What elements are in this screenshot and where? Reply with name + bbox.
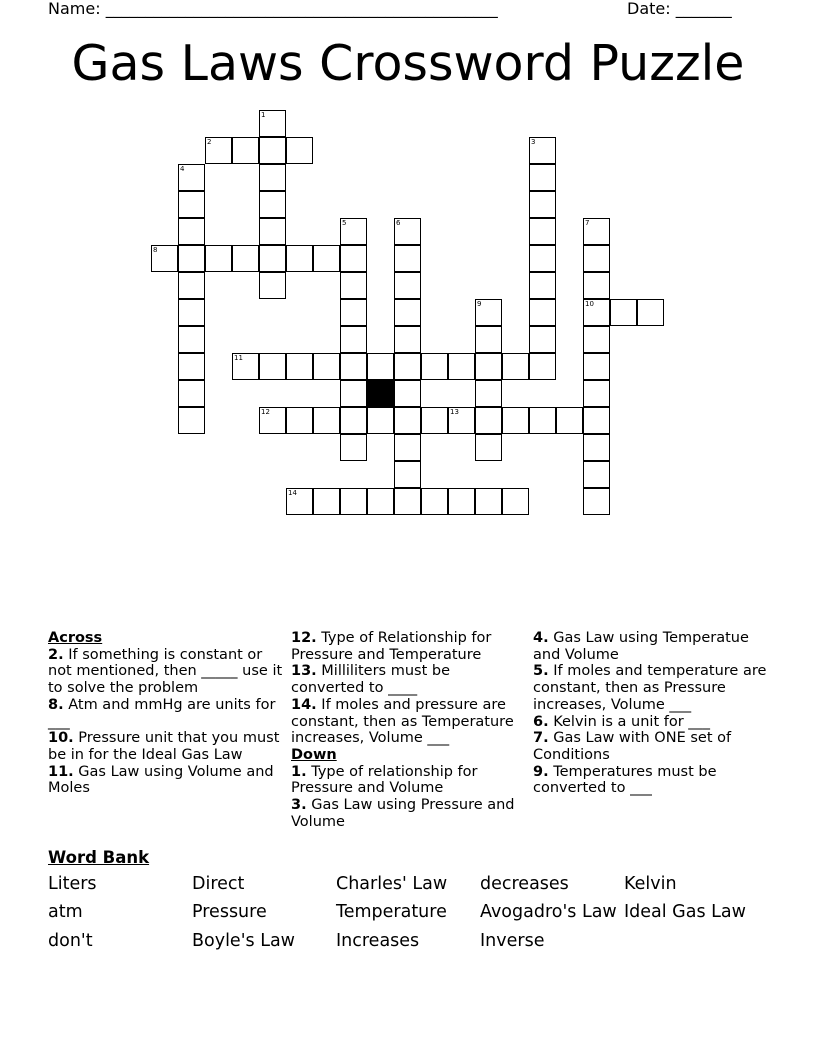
grid-cell[interactable] xyxy=(259,272,286,299)
clue-number: 14 xyxy=(288,489,297,497)
across-heading: Across xyxy=(48,630,103,646)
grid-cell[interactable] xyxy=(286,245,313,272)
grid-cell[interactable] xyxy=(394,245,421,272)
grid-cell[interactable] xyxy=(178,353,205,380)
clue-number: 7 xyxy=(585,219,590,227)
word-bank-item: Kelvin xyxy=(624,874,677,894)
clue-number: 11 xyxy=(234,354,243,362)
grid-cell[interactable] xyxy=(340,488,367,515)
word-bank-item: Charles' Law xyxy=(336,874,448,894)
grid-cell[interactable] xyxy=(583,488,610,515)
grid-cell[interactable] xyxy=(583,272,610,299)
down-heading: Down xyxy=(291,746,337,763)
word-bank-item: Avogadro's Law xyxy=(480,902,617,922)
word-bank-item: Inverse xyxy=(480,931,545,951)
grid-cell[interactable] xyxy=(583,380,610,407)
clue-number: 12 xyxy=(261,408,270,416)
grid-cell[interactable] xyxy=(475,326,502,353)
grid-cell[interactable] xyxy=(529,218,556,245)
grid-cell[interactable] xyxy=(259,137,286,164)
clue-down-5: 5. If moles and temperature are constant, then as Pressure increases, Volume ___ xyxy=(533,663,767,713)
grid-cell[interactable] xyxy=(475,488,502,515)
grid-cell[interactable] xyxy=(556,407,583,434)
grid-cell[interactable] xyxy=(610,299,637,326)
clue-across-2: 2. If something is constant or not mentioned, then _____ use it to solve the problem xyxy=(48,646,283,697)
grid-cell[interactable] xyxy=(178,218,205,245)
grid-cell[interactable] xyxy=(367,353,394,380)
grid-cell[interactable] xyxy=(340,407,367,434)
grid-cell[interactable] xyxy=(259,164,286,191)
clue-across-12: 12. Type of Relationship for Pressure and Temperature xyxy=(291,630,492,663)
grid-cell[interactable] xyxy=(394,380,421,407)
date-line: _______ xyxy=(675,0,732,18)
grid-cell[interactable] xyxy=(529,245,556,272)
clues-column-2 xyxy=(291,630,526,830)
grid-cell[interactable] xyxy=(583,245,610,272)
clue-number: 8 xyxy=(153,246,158,254)
grid-cell[interactable] xyxy=(529,272,556,299)
clue-number: 2 xyxy=(207,138,212,146)
grid-cell[interactable] xyxy=(340,326,367,353)
grid-cell[interactable] xyxy=(178,272,205,299)
clue-number: 1 xyxy=(261,111,266,119)
page-title: Gas Laws Crossword Puzzle xyxy=(71,35,745,92)
grid-cell[interactable] xyxy=(178,191,205,218)
grid-cell[interactable] xyxy=(178,299,205,326)
grid-cell[interactable] xyxy=(340,272,367,299)
grid-cell[interactable] xyxy=(205,245,232,272)
grid-cell[interactable] xyxy=(529,407,556,434)
word-bank-item: atm xyxy=(48,902,83,922)
grid-cell[interactable] xyxy=(259,191,286,218)
grid-cell[interactable] xyxy=(583,353,610,380)
grid-cell[interactable] xyxy=(259,218,286,245)
word-bank-item: Direct xyxy=(192,874,245,894)
clue-down-1: 1. Type of relationship for Pressure and Volume xyxy=(291,763,478,797)
grid-cell[interactable] xyxy=(502,407,529,434)
clue-number: 10 xyxy=(585,300,594,308)
word-bank-item: Pressure xyxy=(192,902,267,922)
grid-cell[interactable] xyxy=(313,353,340,380)
grid-cell[interactable] xyxy=(259,353,286,380)
grid-cell[interactable] xyxy=(394,461,421,488)
word-bank-item: Ideal Gas Law xyxy=(624,902,746,922)
grid-cell[interactable] xyxy=(583,461,610,488)
grid-cell[interactable] xyxy=(529,164,556,191)
clues-column-1 xyxy=(48,630,283,797)
grid-cell[interactable] xyxy=(394,326,421,353)
grid-cell[interactable] xyxy=(340,245,367,272)
clue-across-8: 8. Atm and mmHg are units for ___ xyxy=(48,696,276,730)
grid-cell[interactable] xyxy=(286,137,313,164)
word-bank-heading: Word Bank xyxy=(48,848,150,867)
clue-across-14: 14. If moles and pressure are constant, then as Temperature increases, Volume ___ xyxy=(291,696,514,747)
clue-number: 9 xyxy=(477,300,482,308)
grid-cell[interactable] xyxy=(313,245,340,272)
grid-cell[interactable] xyxy=(583,434,610,461)
grid-cell[interactable] xyxy=(448,353,475,380)
word-bank-item: Temperature xyxy=(336,902,447,922)
grid-cell[interactable] xyxy=(178,407,205,434)
grid-cell[interactable] xyxy=(286,353,313,380)
clues-column-3 xyxy=(533,630,768,797)
grid-cell[interactable] xyxy=(340,299,367,326)
clue-number: 13 xyxy=(450,408,459,416)
grid-cell[interactable] xyxy=(340,380,367,407)
grid-cell[interactable] xyxy=(475,380,502,407)
grid-cell[interactable] xyxy=(421,488,448,515)
grid-cell[interactable] xyxy=(475,353,502,380)
clue-number: 4 xyxy=(180,165,185,173)
clue-down-3: 3. Gas Law using Pressure and Volume xyxy=(291,797,515,830)
name-label: Name: xyxy=(48,0,106,18)
grid-cell[interactable] xyxy=(394,407,421,434)
clue-across-13: 13. Milliliters must be converted to ____ xyxy=(291,663,450,697)
grid-cell[interactable] xyxy=(475,407,502,434)
grid-cell[interactable] xyxy=(421,353,448,380)
grid-cell[interactable] xyxy=(394,299,421,326)
word-bank-item: decreases xyxy=(480,874,569,894)
grid-cell[interactable] xyxy=(178,380,205,407)
grid-cell[interactable] xyxy=(394,488,421,515)
black-square xyxy=(367,380,394,407)
clue-across-11: 11. Gas Law using Volume and Moles xyxy=(48,763,274,797)
grid-cell[interactable] xyxy=(637,299,664,326)
grid-cell[interactable] xyxy=(286,407,313,434)
grid-cell[interactable] xyxy=(340,353,367,380)
grid-cell[interactable] xyxy=(529,299,556,326)
grid-cell[interactable] xyxy=(232,245,259,272)
clue-down-4: 4. Gas Law using Temperatue and Volume xyxy=(533,630,749,663)
grid-cell[interactable] xyxy=(583,407,610,434)
grid-cell[interactable] xyxy=(313,488,340,515)
grid-cell[interactable] xyxy=(367,407,394,434)
date-label: Date: xyxy=(627,0,676,18)
grid-cell[interactable] xyxy=(394,353,421,380)
word-bank-item: don't xyxy=(48,931,93,951)
word-bank-item: Increases xyxy=(336,931,420,951)
grid-cell[interactable] xyxy=(421,407,448,434)
grid-cell[interactable] xyxy=(502,353,529,380)
grid-cell[interactable] xyxy=(448,488,475,515)
grid-cell[interactable] xyxy=(502,488,529,515)
grid-cell[interactable] xyxy=(232,137,259,164)
grid-cell[interactable] xyxy=(367,488,394,515)
grid-cell[interactable] xyxy=(394,434,421,461)
grid-cell[interactable] xyxy=(583,326,610,353)
grid-cell[interactable] xyxy=(313,407,340,434)
grid-cell[interactable] xyxy=(529,191,556,218)
clue-down-6: 6. Kelvin is a unit for ___ xyxy=(533,713,711,730)
grid-cell[interactable] xyxy=(394,272,421,299)
word-bank-item: Liters xyxy=(48,874,97,894)
clue-number: 3 xyxy=(531,138,536,146)
clue-number: 6 xyxy=(396,219,401,227)
grid-cell[interactable] xyxy=(340,434,367,461)
clue-across-10: 10. Pressure unit that you must be in for the Ideal Gas Law xyxy=(48,730,280,763)
clue-down-9: 9. Temperatures must be converted to ___ xyxy=(533,763,717,797)
grid-cell[interactable] xyxy=(475,434,502,461)
grid-cell[interactable] xyxy=(529,326,556,353)
grid-cell[interactable] xyxy=(529,353,556,380)
clue-number: 5 xyxy=(342,219,347,227)
clue-down-7: 7. Gas Law with ONE set of Conditions xyxy=(533,730,732,763)
grid-cell[interactable] xyxy=(259,245,286,272)
grid-cell[interactable] xyxy=(178,245,205,272)
word-bank-item: Boyle's Law xyxy=(192,931,295,951)
name-line: _________________________________________________ xyxy=(105,0,498,18)
grid-cell[interactable] xyxy=(178,326,205,353)
